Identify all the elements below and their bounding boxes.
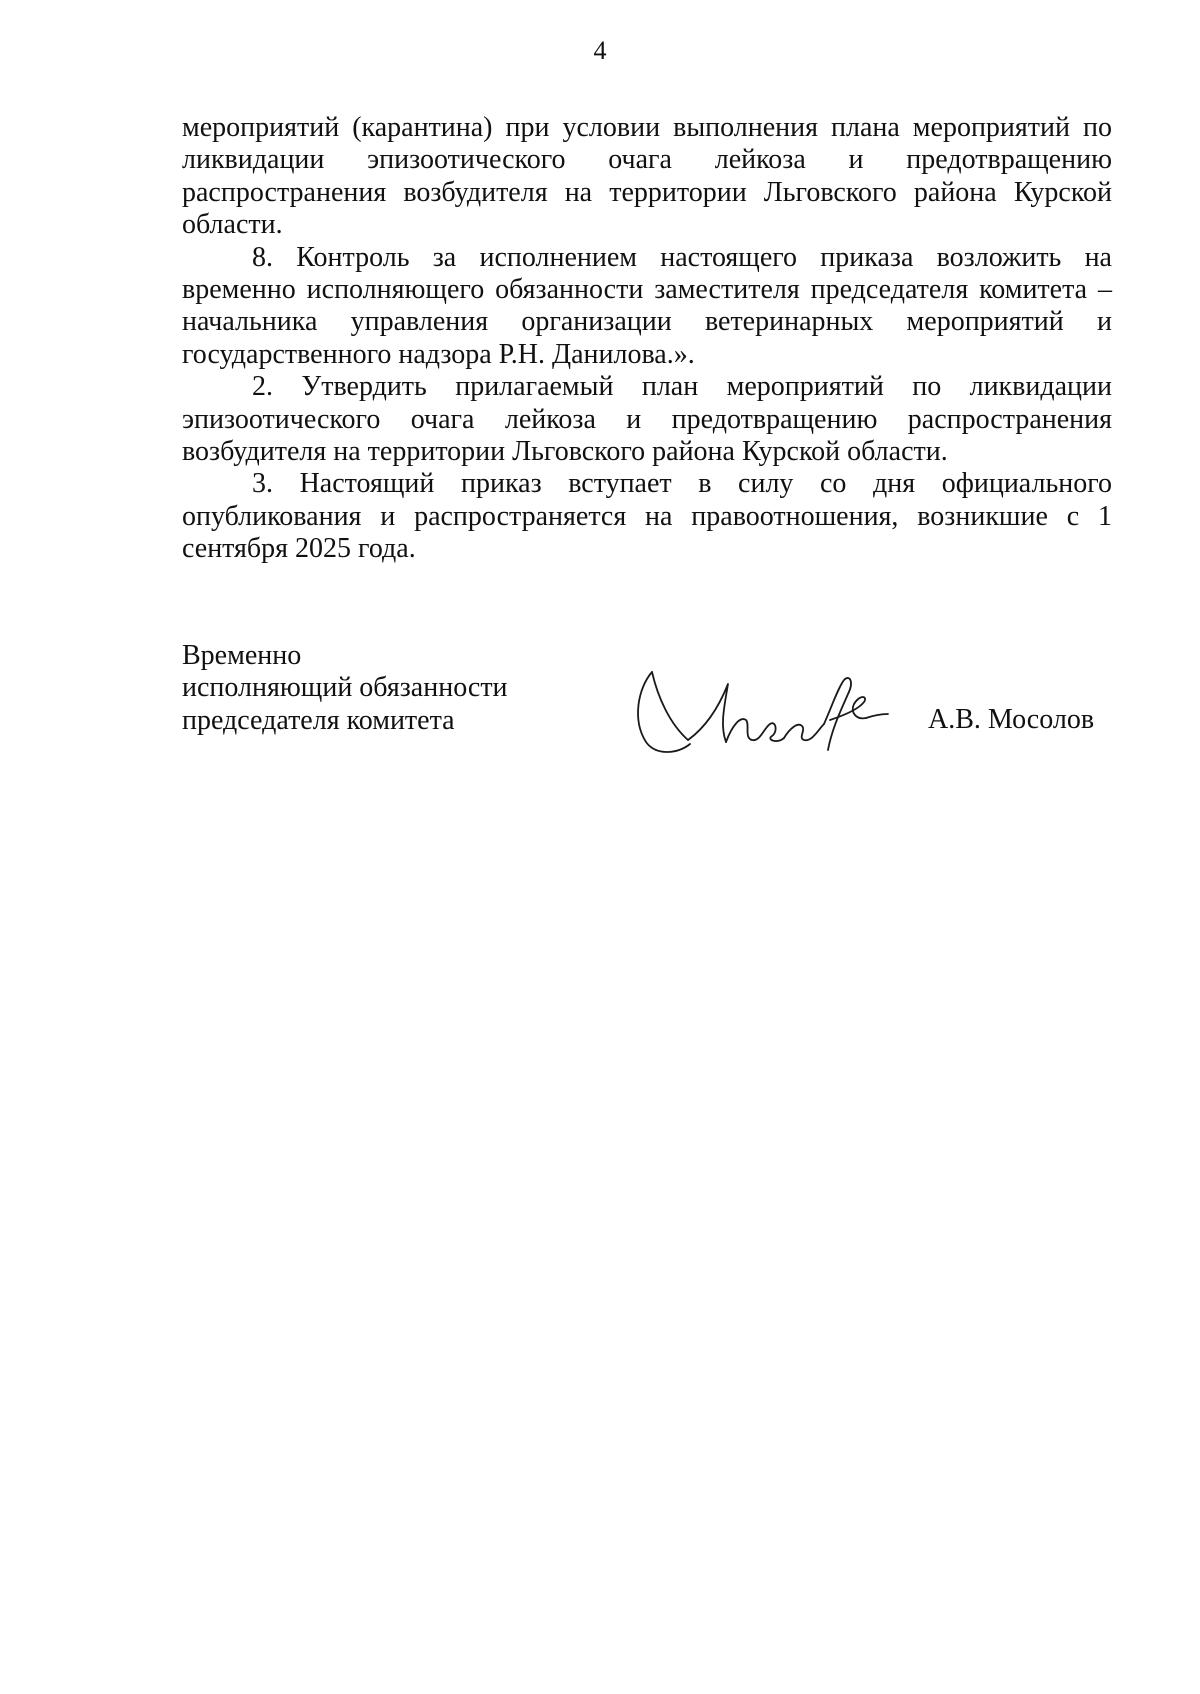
handwritten-signature	[632, 658, 900, 760]
signatory-position-line: Временно	[182, 640, 302, 671]
signatory-position-line: исполняющий обязанности	[182, 672, 508, 704]
paragraph-item-3: 3. Настоящий приказ вступает в силу со дня официального опубликования и распространяется на правоотношения, возникшие с 1 сентября 2025 года.	[182, 468, 1112, 565]
paragraph-continuation: мероприятий (карантина) при условии выполнения плана мероприятий по ликвидации эпизоотического очага лейкоза и предотвращению распространения возбудителя на территории Льговского района Курской области.	[182, 112, 1112, 241]
signer-name: А.В. Мосолов	[928, 704, 1095, 735]
paragraph-item-8: 8. Контроль за исполнением настоящего приказа возложить на временно исполняющего обязанности заместителя председателя комитета – начальника управления организации ветеринарных мероприятий и государственного надзора Р.Н. Данилова.».	[182, 241, 1112, 370]
signatory-position	[182, 640, 508, 737]
document-body	[182, 112, 1112, 566]
page-number: 4	[593, 36, 607, 65]
signatory-position-line: председателя комитета	[182, 704, 455, 736]
paragraph-item-2: 2. Утвердить прилагаемый план мероприятий по ликвидации эпизоотического очага лейкоза и предотвращению распространения возбудителя на территории Льговского района Курской области.	[182, 371, 1112, 468]
